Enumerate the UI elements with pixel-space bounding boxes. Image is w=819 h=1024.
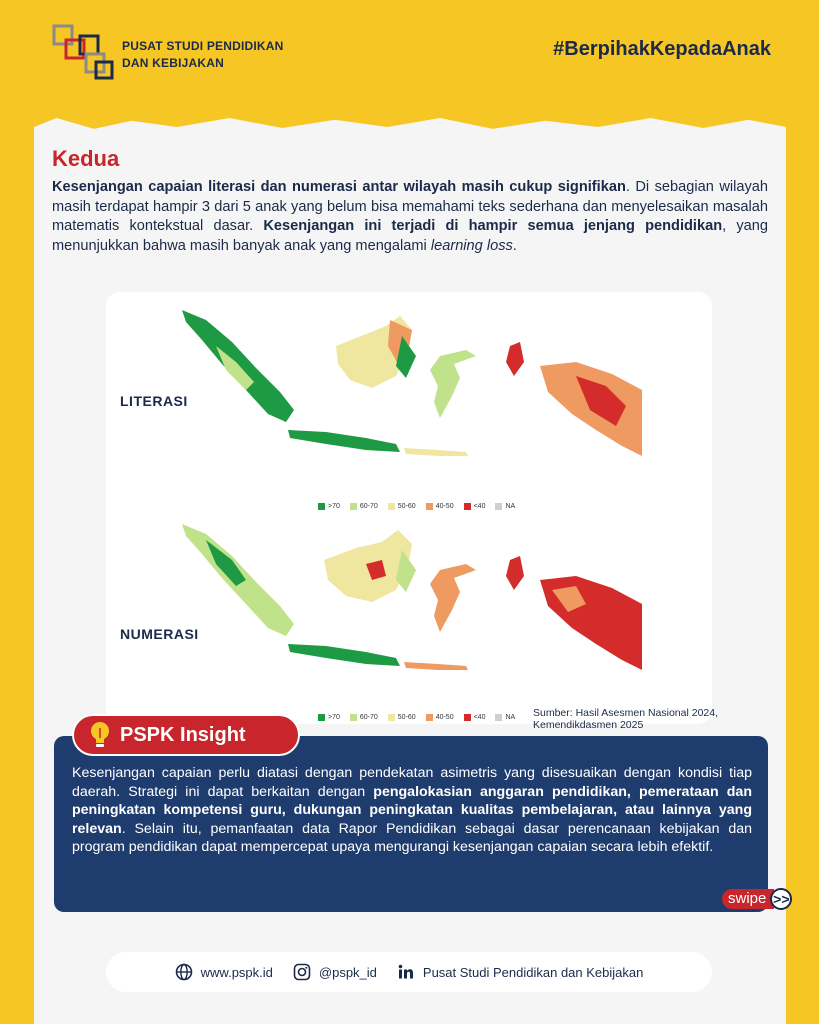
nusa-tenggara-region [404, 448, 468, 456]
legend-swatch [388, 503, 395, 510]
section-title: Kedua [52, 146, 120, 171]
org-name [122, 38, 284, 72]
insight-text [72, 764, 752, 857]
legend-label: >70 [328, 714, 340, 721]
legend-label: 60-70 [359, 714, 378, 721]
legend-label: <40 [473, 714, 486, 721]
intro-text-1: . Di sebagian wilayah masih terdapat hampir 3 dari 5 anak yang belum bisa memahami teks sederhana dan menyelesaikan masalah matematis kontekstual dasar. [52, 179, 768, 234]
swipe-button[interactable] [722, 888, 792, 910]
legend-item [495, 714, 515, 721]
org-name-line2: DAN KEBIJAKAN [122, 56, 224, 70]
source-note [533, 707, 718, 731]
sulawesi-region [430, 350, 476, 418]
instagram-text: @pspk_id [318, 964, 377, 980]
intro-text-2: , yang menunjukkan bahwa masih banyak anak yang mengalami [52, 218, 769, 254]
legend-item [388, 714, 416, 721]
java-region [288, 644, 400, 666]
footer-instagram[interactable] [293, 963, 377, 981]
legend-swatch [426, 503, 433, 510]
double-chevron-right-icon: >> [770, 888, 792, 910]
legend-label: 40-50 [435, 714, 454, 721]
insight-text-3: . Selain itu, pemanfaatan data Rapor Pendidikan sebagai dasar perencanaan kebijakan dan program pendidikan dapat mempercepat upaya mengurangi kesenjangan capaian secara lebih efektif. [72, 820, 752, 856]
legend-label: <40 [473, 503, 486, 510]
literasi-map [176, 306, 646, 466]
linkedin-text: Pusat Studi Pendidikan dan Kebijakan [422, 964, 644, 980]
insight-text-bold: pengalokasian anggaran pendidikan, pemerataan dan peningkatan kompetensi guru, dukungan peningkatan kualitas pembelajaran, atau lainnya yang relevan [72, 783, 752, 837]
globe-icon [175, 963, 193, 981]
insight-text-1: Kesenjangan capaian perlu diatasi dengan pendekatan asimetris yang disesuaikan dengan kondisi tiap daerah. Strategi ini dapat berkaitan dengan [72, 765, 752, 800]
intro-paragraph [52, 178, 768, 256]
intro-italic: learning loss [430, 237, 513, 254]
website-text: www.pspk.id [200, 964, 273, 980]
legend-item [426, 503, 454, 510]
instagram-icon [293, 963, 311, 981]
header [0, 0, 819, 100]
legend-swatch [388, 714, 395, 721]
intro-bold-1: Kesenjangan capaian literasi dan numerasi antar wilayah masih cukup signifikan [52, 179, 626, 195]
footer-website[interactable] [175, 963, 273, 981]
legend-item [318, 714, 340, 721]
legend-item [464, 714, 486, 721]
footer-linkedin[interactable] [397, 963, 643, 981]
legend-swatch [318, 503, 325, 510]
legend-item [318, 503, 340, 510]
legend-swatch [318, 714, 325, 721]
legend-label: NA [505, 714, 516, 721]
legend-item [464, 503, 486, 510]
maluku-region [506, 556, 524, 590]
numerasi-legend [318, 714, 515, 721]
numerasi-map [176, 520, 646, 690]
legend-swatch [350, 714, 357, 721]
legend-label: >70 [328, 503, 340, 510]
legend-swatch [426, 714, 433, 721]
legend-label: NA [505, 503, 516, 510]
nusa-tenggara-region [404, 662, 468, 670]
literasi-legend [318, 503, 515, 510]
legend-item [426, 714, 454, 721]
legend-item [350, 503, 378, 510]
legend-label: 50-60 [397, 503, 416, 510]
legend-swatch [464, 503, 471, 510]
numerasi-label: NUMERASI [120, 626, 199, 642]
legend-item [350, 714, 378, 721]
org-name-line1: PUSAT STUDI PENDIDIKAN [122, 39, 284, 53]
lightbulb-icon [88, 720, 112, 750]
legend-label: 50-60 [397, 714, 416, 721]
legend-item [388, 503, 416, 510]
java-region [288, 430, 400, 452]
maluku-region [506, 342, 524, 376]
legend-swatch [495, 503, 502, 510]
insight-label: PSPK Insight [120, 724, 246, 746]
intro-text-end: . [512, 237, 517, 254]
legend-label: 40-50 [435, 503, 454, 510]
pspk-logo-icon [52, 24, 116, 82]
legend-swatch [350, 503, 357, 510]
legend-item [495, 503, 515, 510]
literasi-label: LITERASI [120, 393, 188, 409]
legend-label: 60-70 [359, 503, 378, 510]
hashtag: #BerpihakKepadaAnak [553, 38, 771, 60]
sulawesi-region [430, 564, 476, 632]
swipe-label: swipe [722, 889, 774, 909]
source-line2: Kemendikdasmen 2025 [533, 719, 644, 731]
legend-swatch [464, 714, 471, 721]
source-line1: Sumber: Hasil Asesmen Nasional 2024, [533, 707, 719, 719]
legend-swatch [495, 714, 502, 721]
intro-bold-2: Kesenjangan ini terjadi di hampir semua jenjang pendidikan [263, 218, 723, 234]
linkedin-icon [397, 963, 415, 981]
footer-bar [106, 952, 712, 992]
